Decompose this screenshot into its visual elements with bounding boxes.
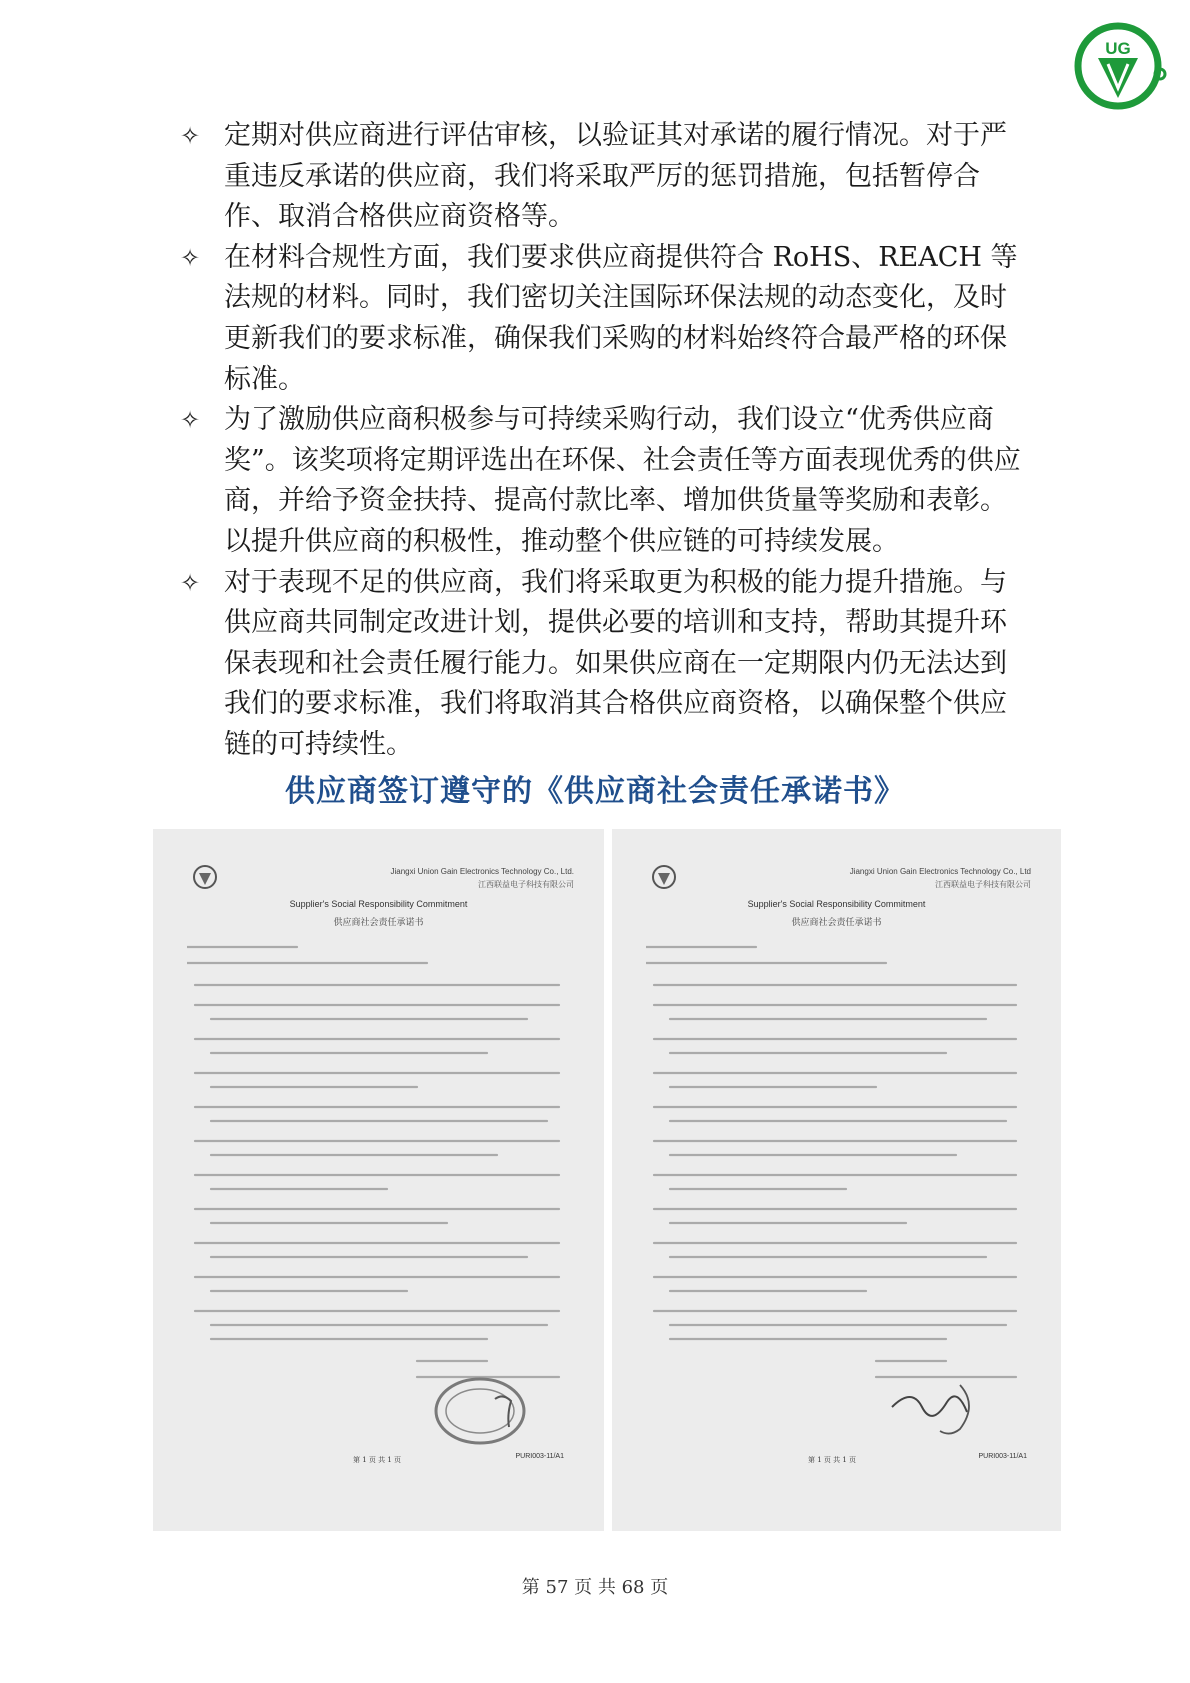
bullet-item (180, 563, 1030, 766)
scan-document-ref: PURI003-11/A1 (515, 1453, 564, 1460)
company-logo (1072, 18, 1168, 114)
scan-title-en: Supplier's Social Responsibility Commitment (747, 899, 926, 909)
bullet-diamond-icon: ✧ (180, 568, 201, 597)
scan-body-text (646, 941, 1027, 1381)
commitment-bullet-list (180, 116, 1030, 766)
scan-title-cn: 供应商社会责任承诺书 (791, 918, 882, 928)
page-footer: 第 57 页 共 68 页 (521, 1577, 669, 1598)
bullet-text: 为了激励供应商积极参与可持续采购行动，我们设立“优秀供应商奖”。该奖项将定期评选出在环保、社会责任等方面表现优秀的供应商，并给予资金扶持、提高付款比率、增加供货量等奖励和表彰。以提升供应商的积极性，推动整个供应链的可持续发展。 (224, 404, 1021, 557)
scan-company-name-en: Jiangxi Union Gain Electronics Technology Co., Ltd (849, 867, 1031, 876)
scanned-commitment-document-1 (153, 829, 604, 1531)
bullet-text: 对于表现不足的供应商，我们将采取更为积极的能力提升措施。与供应商共同制定改进计划，提供必要的培训和支持，帮助其提升环保表现和社会责任履行能力。如果供应商在一定期限内仍无法达到我们的要求标准，我们将取消其合格供应商资格，以确保整个供应链的可持续性。 (224, 566, 1007, 760)
scan-title-en: Supplier's Social Responsibility Commitment (289, 899, 468, 909)
scan-document-ref: PURI003-11/A1 (978, 1453, 1027, 1460)
scan-page-number: 第 1 页 共 1 页 (353, 1456, 402, 1464)
scan-company-name-cn: 江西联益电子科技有限公司 (478, 880, 574, 889)
bullet-item (180, 238, 1030, 400)
scan-company-name-cn: 江西联益电子科技有限公司 (935, 880, 1031, 889)
scan-logo-icon (650, 863, 678, 891)
signature-icon (882, 1367, 992, 1477)
bullet-text: 定期对供应商进行评估审核，以验证其对承诺的履行情况。对于严重违反承诺的供应商，我们将采取严厉的惩罚措施，包括暂停合作、取消合格供应商资格等。 (224, 120, 1007, 233)
bullet-diamond-icon: ✧ (180, 122, 201, 150)
bullet-diamond-icon: ✧ (180, 243, 201, 272)
scan-company-name-en: Jiangxi Union Gain Electronics Technology Co., Ltd. (390, 867, 574, 876)
bullet-item (180, 116, 1030, 238)
scan-logo-icon (191, 863, 219, 891)
bullet-diamond-icon: ✧ (180, 406, 201, 435)
scan-page-number: 第 1 页 共 1 页 (808, 1456, 857, 1464)
bullet-text: 在材料合规性方面，我们要求供应商提供符合 RoHS、REACH 等法规的材料。同时，我们密切关注国际环保法规的动态变化，及时更新我们的要求标准，确保我们采购的材料始终符合最严格的环保标准。 (224, 241, 1018, 395)
scanned-commitment-document-2 (612, 829, 1061, 1531)
scan-body-text (187, 941, 570, 1381)
section-heading: 供应商签订遵守的《供应商社会责任承诺书》 (285, 774, 905, 809)
scan-title-cn: 供应商社会责任承诺书 (333, 918, 424, 928)
bullet-item (180, 400, 1030, 562)
logo-text: UG (1105, 39, 1131, 58)
